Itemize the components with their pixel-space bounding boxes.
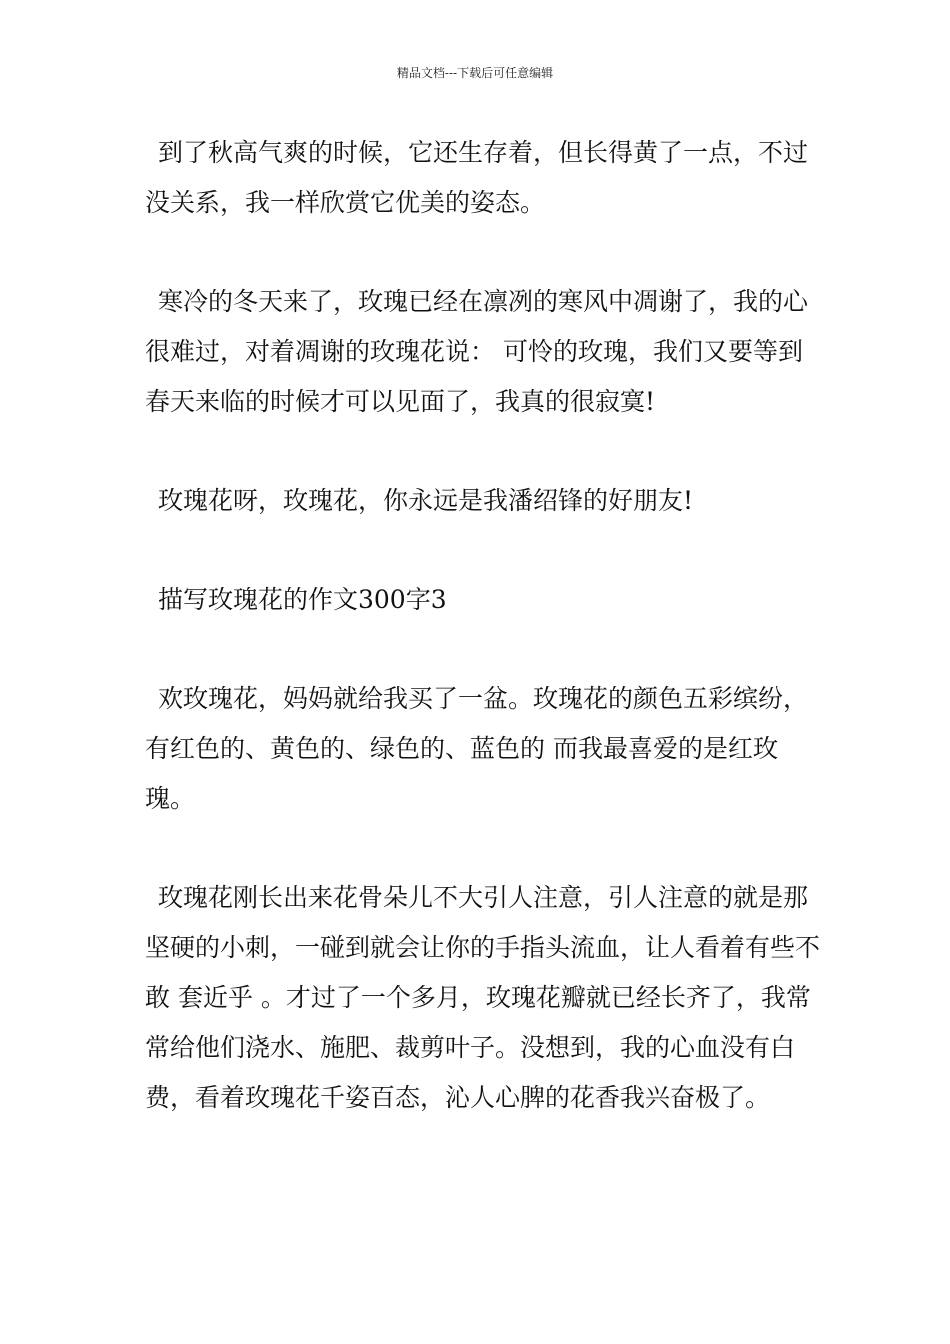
- document-body: [145, 128, 825, 1123]
- paragraph-autumn: 到了秋高气爽的时候，它还生存着，但长得黄了一点，不过没关系，我一样欣赏它优美的姿态。: [145, 138, 809, 217]
- paragraph-colors: 欢玫瑰花，妈妈就给我买了一盆。玫瑰花的颜色五彩缤纷，有红色的、黄色的、绿色的、蓝色的 而我最喜爱的是红玫瑰。: [145, 684, 809, 813]
- paragraph-gap: [145, 427, 825, 476]
- paragraph-winter: 寒冷的冬天来了，玫瑰已经在凛冽的寒风中凋谢了，我的心很难过，对着凋谢的玫瑰花说： 可怜的玫瑰，我们又要等到春天来临的时候才可以见面了，我真的很寂寞!: [145, 287, 809, 416]
- paragraph-growth: 玫瑰花刚长出来花骨朵儿不大引人注意，引人注意的就是那坚硬的小刺，一碰到就会让你的手指头流血，让人看着有些不敢 套近乎 。才过了一个多月，玫瑰花瓣就已经长齐了，我常常给他们浇水、施肥、裁剪叶子。没想到，我的心血没有白费，看着玫瑰花千姿百态，沁人心脾的花香我兴奋极了。: [145, 883, 821, 1112]
- paragraph-gap: [145, 824, 825, 873]
- paragraph-gap: [145, 625, 825, 674]
- paragraph-friend: 玫瑰花呀，玫瑰花，你永远是我潘绍锋的好朋友!: [158, 486, 694, 515]
- paragraph-gap: [145, 526, 825, 575]
- page-header: 精品文档---下载后可任意编辑: [396, 66, 554, 80]
- paragraph-gap: [145, 228, 825, 277]
- section-title: 描写玫瑰花的作文300字3: [158, 585, 447, 614]
